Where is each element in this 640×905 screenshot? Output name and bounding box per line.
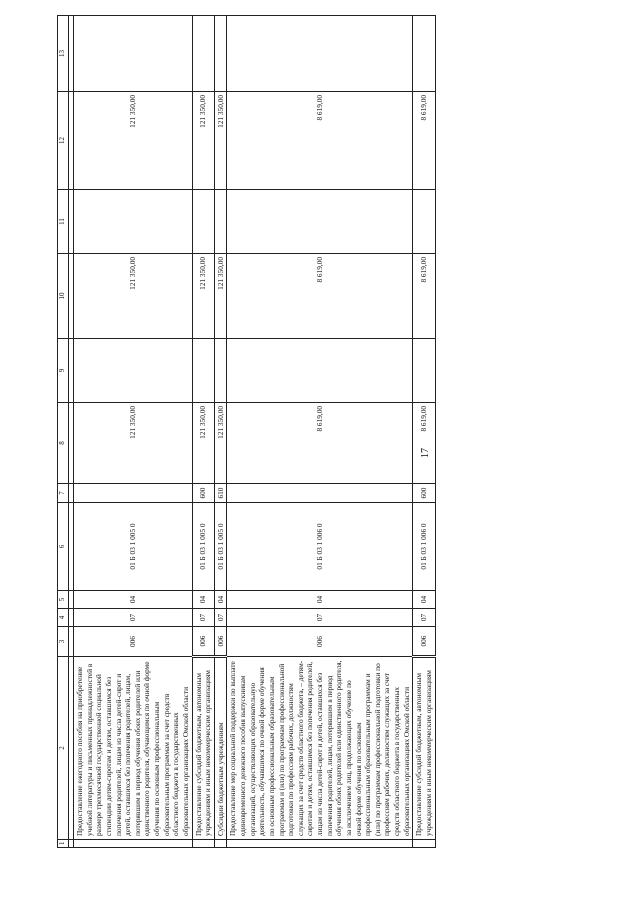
cell-amount-8: 121 350,00: [192, 403, 214, 484]
cell-amount-12: 8 619,00: [413, 92, 435, 190]
table-row: [227, 16, 413, 848]
cell-subsection: 04: [74, 591, 193, 609]
cell-amount-11: [192, 190, 214, 254]
row-name: Предоставление субсидий бюджетным, автономным учреждениям и иным некоммерческим организациям: [413, 657, 435, 840]
col-header-6: 6: [58, 503, 69, 591]
cell-amount-12: 121 350,00: [74, 92, 193, 190]
cell-expense-type: 610: [214, 484, 227, 503]
cell-amount-8: 121 350,00: [74, 403, 193, 484]
cell-amount-9: [74, 339, 193, 403]
cell-ministry: 006: [192, 627, 214, 657]
row-name: Предоставление субсидий бюджетным, автономным учреждениям и иным некоммерческим организациям: [192, 657, 214, 840]
table-row: [192, 16, 214, 848]
cell-target-article: 01 Б 03 1 005 0: [74, 503, 193, 591]
col-header-8: 8: [58, 403, 69, 484]
table-row: [74, 16, 193, 848]
cell-target-article: 01 Б 03 1 005 0: [214, 503, 227, 591]
col-header-10: 10: [58, 254, 69, 339]
cell-amount-9: [413, 339, 435, 403]
row-name: Субсидии бюджетным учреждениям: [214, 657, 227, 840]
col-header-11: 11: [58, 190, 69, 254]
cell-subsection: 04: [214, 591, 227, 609]
page-number: 17: [420, 448, 431, 458]
cell-amount-12: 8 619,00: [227, 92, 413, 190]
table-row: [214, 16, 227, 848]
cell-amount-9: [192, 339, 214, 403]
budget-table: [57, 15, 436, 848]
cell-section: 07: [214, 609, 227, 627]
cell-amount-8: 8 619,00: [227, 403, 413, 484]
cell-amount-10: 121 350,00: [74, 254, 193, 339]
cell-subsection: 04: [413, 591, 435, 609]
cell-subsection: 04: [192, 591, 214, 609]
cell-amount-13: [74, 16, 193, 92]
cell-amount-13: [214, 16, 227, 92]
cell-target-article: 01 Б 03 1 005 0: [192, 503, 214, 591]
col-header-12: 12: [58, 92, 69, 190]
cell-amount-10: 8 619,00: [227, 254, 413, 339]
rotated-table-frame: [57, 18, 627, 848]
cell-ministry: 006: [413, 627, 435, 657]
cell-amount-11: [74, 190, 193, 254]
cell-ministry: 006: [214, 627, 227, 657]
cell-amount-8: 121 350,00: [214, 403, 227, 484]
row-name: Предоставление ежегодного пособия на приобретение учебной литературы и письменных принадлежностей в размере трехмесячной государственной социальной стипендии детям-сиротам и детям, оставшимся без попечения родителей, лицам из числа детей-сирот и детей, оставшихся без попечения родителей, лицам, потерявшим в период обучения обоих родителей или единственного родителя, обучающимся по очной форме обучения по основным профессиональным образовательным программам за счет средств областного бюджета в государственных образовательных организациях Омской области: [74, 657, 193, 840]
col-header-7: 7: [58, 484, 69, 503]
cell-ministry: 006: [227, 627, 413, 657]
cell-amount-10: 8 619,00: [413, 254, 435, 339]
cell-target-article: 01 Б 03 1 006 0: [227, 503, 413, 591]
cell-amount-8: 8 619,00: [413, 403, 435, 484]
cell-amount-11: [214, 190, 227, 254]
cell-target-article: 01 Б 03 1 006 0: [413, 503, 435, 591]
table-row: [413, 16, 435, 848]
col-header-4: 4: [58, 609, 69, 627]
cell-expense-type: 600: [413, 484, 435, 503]
cell-amount-11: [227, 190, 413, 254]
cell-expense-type: [74, 484, 193, 503]
cell-amount-10: 121 350,00: [214, 254, 227, 339]
column-number-row: [58, 16, 69, 848]
cell-ministry: 006: [74, 627, 193, 657]
cell-amount-11: [413, 190, 435, 254]
cell-amount-13: [413, 16, 435, 92]
cell-section: 07: [74, 609, 193, 627]
col-header-3: 3: [58, 627, 69, 657]
col-header-1: 1: [58, 840, 69, 848]
col-header-13: 13: [58, 16, 69, 92]
col-header-2: 2: [58, 657, 69, 840]
cell-amount-12: 121 350,00: [192, 92, 214, 190]
cell-amount-9: [227, 339, 413, 403]
cell-amount-10: 121 350,00: [192, 254, 214, 339]
cell-amount-13: [227, 16, 413, 92]
cell-section: 07: [192, 609, 214, 627]
cell-subsection: 04: [227, 591, 413, 609]
cell-amount-13: [192, 16, 214, 92]
cell-expense-type: [227, 484, 413, 503]
col-header-9: 9: [58, 339, 69, 403]
row-name: Предоставление мер социальной поддержки по выплате единовременного денежного пособия выпускникам организаций, осуществляющих образовательную деятельность, обучавшимся по очной форме обучения по основным профессиональным образовательным программам и (или) по программам профессиональной подготовки по профессиям рабочих, должностям служащих за счет средств областного бюджета, – детям-сиротам и детям, оставшимся без попечения родителей, лицам из числа детей-сирот и детей, оставшихся без попечения родителей, лицам, потерявшим в период обучения обоих родителей или единственного родителя, за исключением лиц, продолжающих обучение по очной форме обучения по основным профессиональным образовательным программам и (или) по программам профессиональной подготовки по профессиям рабочих, должностям служащих за счет средств областного бюджета в государственных образовательных организациях Омской области: [227, 657, 413, 840]
cell-expense-type: 600: [192, 484, 214, 503]
cell-amount-12: 121 350,00: [214, 92, 227, 190]
col-header-5: 5: [58, 591, 69, 609]
landscape-table-wrapper: [57, 18, 627, 848]
cell-section: 07: [227, 609, 413, 627]
cell-amount-9: [214, 339, 227, 403]
cell-section: 07: [413, 609, 435, 627]
